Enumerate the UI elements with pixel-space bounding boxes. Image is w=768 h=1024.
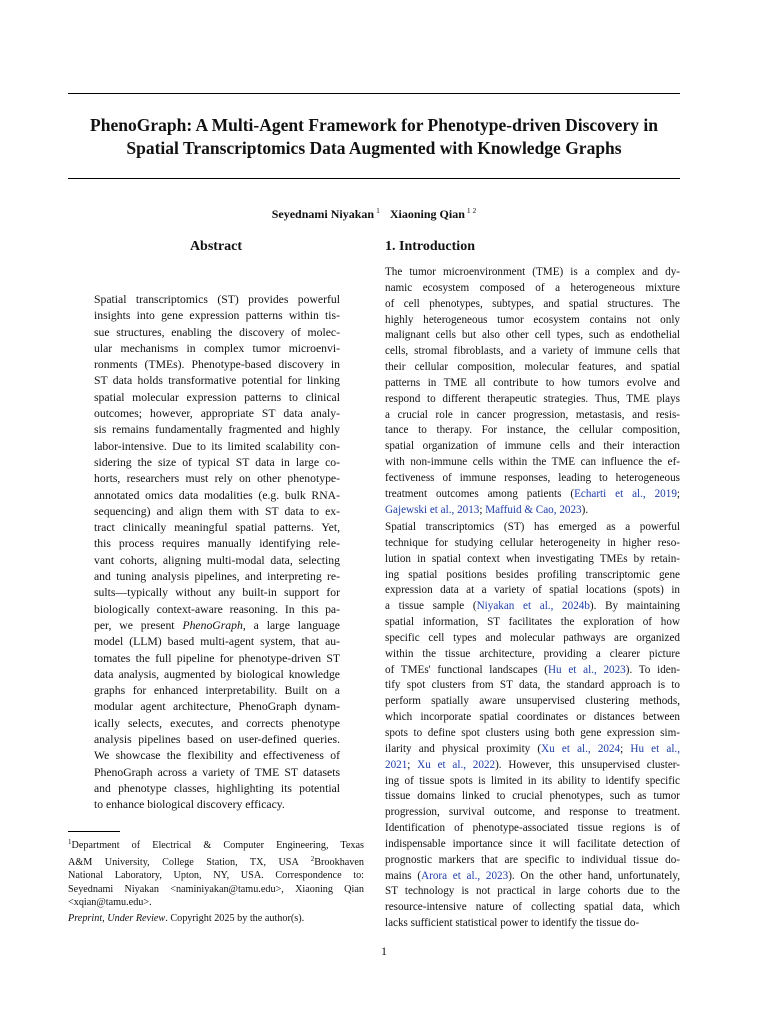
section-heading: 1. Introduction <box>385 239 475 254</box>
text-line: and tuning analysis pipelines, and interpreting re- <box>94 570 340 584</box>
footnote-line: Department of Electrical & Computer Engineering, Texas <box>71 840 364 851</box>
text-line: fectiveness of immune responses, leading to heterogeneous <box>385 471 680 484</box>
footnote-rule <box>68 831 120 832</box>
text-line: of cell phenotypes, subtypes, and spatial structures. The <box>385 297 680 310</box>
text-line: a crucial role in cancer progression, metastasis, and resis- <box>385 408 680 421</box>
affiliation-footnote <box>68 836 364 910</box>
text-line: sequencing) and align them with ST data to ex- <box>94 504 340 518</box>
text-line: ST data holds transformative potential for linking <box>94 374 340 388</box>
text-line: resource-intensive nature of collecting spatial data, which <box>385 901 680 914</box>
text-line: a tissue sample (Niyakan et al., 2024b). By maintaining <box>385 600 680 613</box>
page-number: 1 <box>381 944 387 958</box>
text-line: graphs for enhanced interpretability. Built on a <box>94 684 340 698</box>
text-line: The tumor microenvironment (TME) is a complex and dy- <box>385 266 680 278</box>
text-line: ically selects, executes, and corrects phenotype <box>94 716 340 730</box>
text-line: labor-intensive. Due to its limited scalability con- <box>94 439 340 453</box>
text-line: ing spatial positions besides profiling transcriptomic gene <box>385 568 680 581</box>
system-name: PhenoGraph <box>182 618 243 632</box>
author-name: Xiaoning Qian <box>389 207 465 221</box>
text-line: sis remains fundamentally fragmented and highly <box>94 423 340 437</box>
text-line: 2021; Xu et al., 2022). However, this unsupervised cluster- <box>385 758 680 771</box>
text-line: outcomes; however, appropriate ST data analy- <box>94 407 340 421</box>
abstract-body <box>94 292 340 814</box>
citation-link[interactable]: Xu et al., 2022 <box>417 758 496 771</box>
abstract-heading: Abstract <box>189 239 243 254</box>
text-line: Identification of phenotype-associated tissue regions is of <box>385 822 680 835</box>
citation-link[interactable]: 2021 <box>385 758 408 771</box>
text-line: model (LLM) based multi-agent system, that au- <box>94 635 340 649</box>
text-line: treatment outcomes among patients (Echarti et al., 2019; <box>385 487 681 500</box>
intro-paragraph-2 <box>385 520 680 932</box>
title-line: Spatial Transcriptomics Data Augmented with Knowledge Graphs <box>126 138 622 158</box>
text-line: tomates the full pipeline for phenotype-driven ST <box>94 651 340 665</box>
text-line: tify spot clusters from ST data, the standard approach is to <box>385 679 680 692</box>
text-line: namic ecosystem composed of a heterogeneous mixture <box>385 281 680 294</box>
text-line: ular mechanisms in complex tumor microenvi- <box>94 341 340 355</box>
text-line: analysis pipelines based on user-defined queries. <box>94 733 340 747</box>
text-line: expression data at a variety of spatial locations (spots) in <box>385 584 680 597</box>
text-line: mains (Arora et al., 2023). On the other hand, unfortunately, <box>385 869 680 882</box>
text-line: horts, researchers must rely on other phenotype- <box>94 472 340 486</box>
text-line: lacks sufficient statistical power to identify the tissue do- <box>385 917 640 930</box>
footnote-line: Seyednami Niyakan <naminiyakan@tamu.edu>, Xiaoning Qian <box>68 883 364 895</box>
text-line: and phenotype classes, highlighting its potential <box>94 781 340 795</box>
text-line: insights into gene expression patterns within tis- <box>94 309 340 323</box>
text-line: progression, survival outcome, and response to treatment. <box>385 806 680 819</box>
text-line: Gajewski et al., 2013; Maffuid & Cao, 2023). <box>385 503 589 516</box>
text-line: this process requires manually identifying rele- <box>94 537 340 551</box>
text-line: specific cell types and molecular pathways are organized <box>385 631 680 644</box>
preprint-status: Preprint, Under Review <box>68 913 166 924</box>
text-line: respond to different therapeutic strategies. Thus, TME plays <box>385 392 680 405</box>
text-line: spots to define spot clusters using both gene expression sim- <box>385 726 680 739</box>
text-line: of TMEs' functional landscapes (Hu et al., 2023). To iden- <box>385 663 680 676</box>
author-name: Seyednami Niyakan <box>271 207 375 221</box>
citation-link[interactable]: Hu et al., <box>630 742 680 755</box>
citation-link[interactable]: Maffuid & Cao, 2023 <box>485 503 582 516</box>
author-list <box>68 203 680 222</box>
text-line: Spatial transcriptomics (ST) has emerged as a powerful <box>385 521 680 533</box>
citation-link[interactable]: Gajewski et al., 2013 <box>385 503 480 516</box>
text-line: data analysis, augmented by biological knowledge <box>94 667 340 681</box>
footnote-line: National Laboratory, Upton, NY, USA. Correspondence to: <box>68 870 364 881</box>
text-line: spatial organization of immune cells and their interaction <box>385 440 680 453</box>
text-line: vant cohorts, aligning multi-modal data, selecting <box>94 553 340 567</box>
text-line: technique for studying cellular heterogeneity in higher reso- <box>385 536 680 549</box>
text-line: patterns in TME all contribute to how tumors evolve and <box>385 376 680 389</box>
text-line: spatial molecular expression patterns to clinical <box>94 390 340 404</box>
text-line: within the tissue architecture, providing a clearer picture <box>385 647 680 660</box>
text-line: cells, stromal fibroblasts, and a variety of immune cells that <box>385 345 680 358</box>
text-line: ST technology is not practical in large cohorts due to the <box>385 885 680 898</box>
citation-link[interactable]: Xu et al., 2024 <box>541 742 621 755</box>
footnote-line: A&M University, College Station, TX, USA <box>68 856 299 868</box>
text-line: sue structures, enabling the discovery of molec- <box>94 325 340 339</box>
text-line: which incorporate spatial coordinates or distances between <box>385 711 680 724</box>
footnote-line: Brookhaven <box>314 856 365 868</box>
text-line: their cellular composition, molecular features, and spatial <box>385 361 680 374</box>
text-line: malignant cells but also other cell types, such as endothelial <box>385 329 680 342</box>
bottom-rule <box>68 178 680 179</box>
footnote-marker: 1 <box>68 838 72 846</box>
text-line: ilarity and physical proximity (Xu et al., 2024; Hu et al., <box>385 742 680 755</box>
text-line: to enhance biological discovery efficacy. <box>94 798 285 812</box>
text-line: We showcase the flexibility and effectiveness of <box>94 749 340 763</box>
text-line: sidering the size of typical ST data in large co- <box>94 455 340 469</box>
intro-paragraph-1 <box>385 265 680 519</box>
text-line: tance to therapy. For instance, the cellular composition, <box>385 424 680 437</box>
text-line: perform spatially aware unsupervised clustering methods, <box>385 695 680 708</box>
text-line: tissue domains linked to crucial phenotypes, such as tumor <box>385 790 680 803</box>
text-line: indispensable importance since it will facilitate detection of <box>385 837 680 850</box>
text-line: with non-immune cells within the TME can influence the ef- <box>385 456 680 469</box>
text-line: tract clinically meaningful spatial patterns. Yet, <box>94 521 340 535</box>
text-line: ronments (TMEs). Phenotype-based discovery in <box>94 358 340 372</box>
text-line: sults—typically without any built-in support for <box>94 586 340 600</box>
text-line: modular agent architecture, PhenoGraph dynam- <box>94 700 340 714</box>
title-line: PhenoGraph: A Multi-Agent Framework for Phenotype-driven Discovery in <box>90 115 658 135</box>
citation-link[interactable]: Arora et al., 2023 <box>421 869 509 882</box>
footnote-marker: 2 <box>310 854 315 863</box>
author-affiliation: 1 <box>376 206 380 215</box>
text-line: prognostic markers that are specific to individual tissue do- <box>385 853 680 866</box>
text-line: PhenoGraph across a variety of TME ST datasets <box>94 765 340 779</box>
copyright-text: . Copyright 2025 by the author(s). <box>165 913 305 924</box>
text-line: per, we present PhenoGraph, a large language <box>94 618 340 632</box>
citation-link[interactable]: Niyakan et al., 2024b <box>476 600 590 613</box>
text-line: lution in spatial context when investigating TMEs by retain- <box>385 552 680 565</box>
text-line: ing of tissue spots is limited in its ability to identify specific <box>385 774 680 787</box>
text-line: Spatial transcriptomics (ST) provides powerful <box>94 293 340 306</box>
citation-link[interactable]: Echarti et al., 2019 <box>574 487 677 500</box>
preprint-notice <box>68 912 364 926</box>
text-line: highly heterogeneous tumor ecosystem contains not only <box>385 313 680 326</box>
citation-link[interactable]: Hu et al., 2023 <box>548 663 626 676</box>
paper-title <box>68 114 680 160</box>
text-line: spatial information, ST facilitates the exploration of how <box>385 616 680 629</box>
text-line: annotated omics data modalities (e.g. bulk RNA- <box>94 488 340 502</box>
top-rule <box>68 93 680 94</box>
author-affiliation: 1 2 <box>466 206 477 215</box>
footnote-line: <xqian@tamu.edu>. <box>68 897 152 908</box>
text-line: biologically context-aware reasoning. In this pa- <box>94 602 340 616</box>
